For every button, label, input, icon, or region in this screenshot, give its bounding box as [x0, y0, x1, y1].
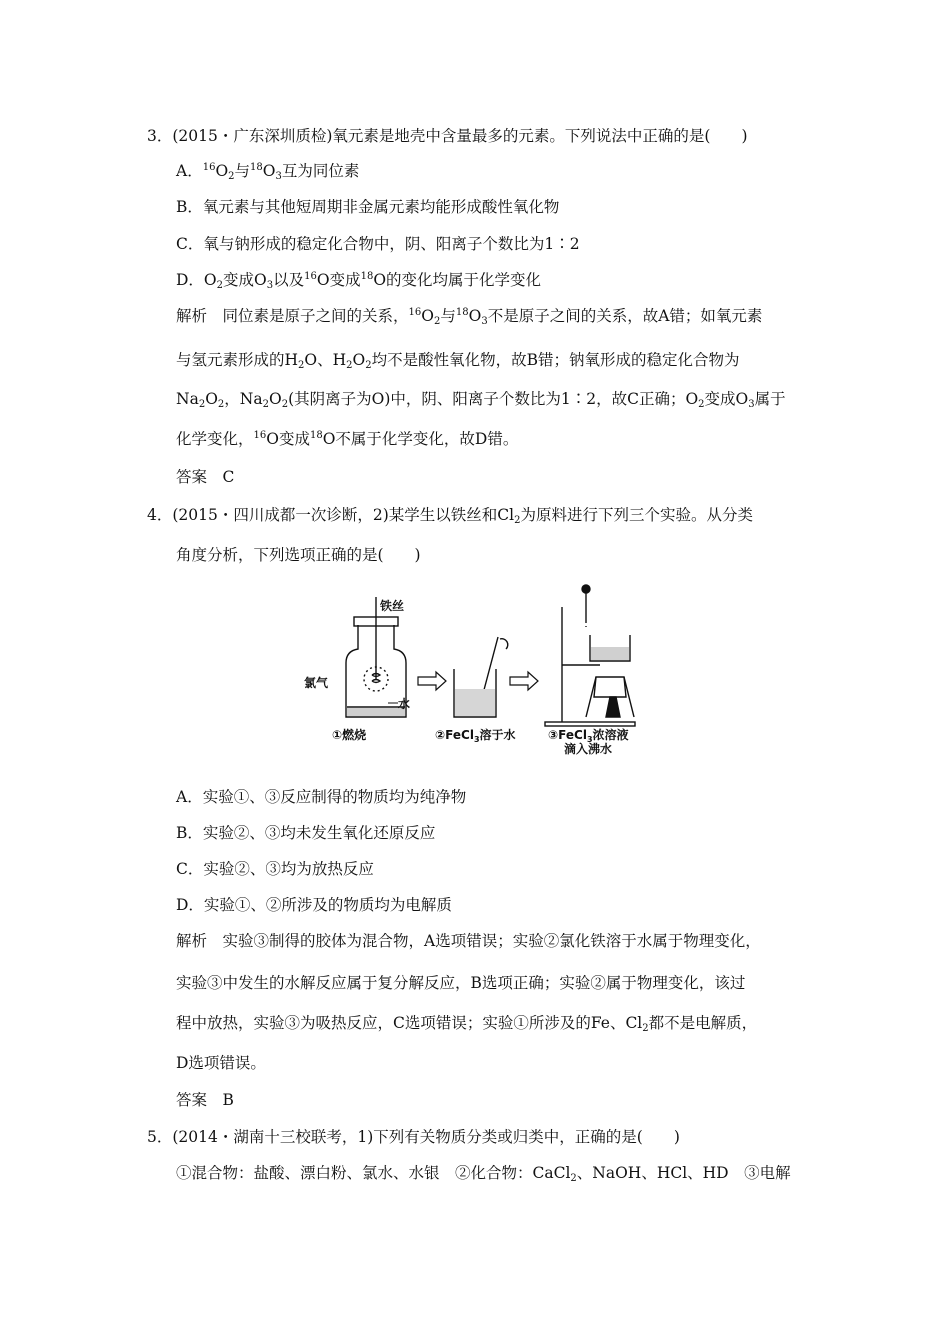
q4-stem-line1: 4．(2015・四川成都一次诊断，2)某学生以铁丝和$Cl_2$为原料进行下列三个实验。从分类	[147, 506, 753, 526]
experiment-figure	[300, 577, 640, 755]
q3-option-b: B．氧元素与其他短周期非金属元素均能形成酸性氧化物	[176, 198, 560, 216]
arrow-right-icon	[418, 672, 446, 690]
q5-stem: 5．(2014・湖南十三校联考，1)下列有关物质分类或归类中，正确的是( )	[147, 1128, 680, 1146]
q4-explanation-line1: 解析 实验③制得的胶体为混合物，A选项错误；实验②氯化铁溶于水属于物理变化，	[176, 932, 761, 950]
q3-option-d: D．$O_2$变成$O_3$以及$^{16}$O变成$^{18}$O的变化均属于化学变化	[176, 271, 542, 291]
q4-explanation-line4: D选项错误。	[176, 1054, 266, 1072]
label-chlorine: 氯气	[304, 676, 329, 690]
q4-option-a: A．实验①、③反应制得的物质均为纯净物	[176, 788, 467, 806]
caption-boiling-line1: ③FeCl$_3$浓溶液	[548, 728, 629, 744]
boiling-water-layer	[591, 647, 629, 660]
caption-dissolve: ②FeCl$_3$溶于水	[435, 728, 516, 744]
caption-boiling-line2: 滴入沸水	[564, 742, 613, 755]
label-iron-wire: 铁丝	[380, 599, 405, 613]
water-layer	[347, 708, 405, 716]
q3-option-a: A．$^{16}O_2$与$^{18}O_3$互为同位素	[176, 162, 360, 182]
q3-answer: 答案 C	[176, 468, 235, 486]
q4-answer: 答案 B	[176, 1091, 234, 1109]
q3-explanation-line2: 与氢元素形成的$H_2O$、$H_2O_2$均不是酸性氧化物，故B错；钠氧形成的稳定化合物为	[176, 351, 740, 371]
caption-combustion: ①燃烧	[332, 728, 367, 742]
q3-option-c: C．氧与钠形成的稳定化合物中，阴、阳离子个数比为1∶2	[176, 235, 580, 253]
q4-option-b: B．实验②、③均未发生氧化还原反应	[176, 824, 436, 842]
solution-layer	[455, 689, 495, 716]
gas-bottle-apparatus	[346, 597, 406, 717]
q3-explanation-line3: $Na_2O_2$，$Na_2O_2$(其阴离子为O)中，阴、阳离子个数比为1∶2，故C正确；$O_2$变成$O_3$属于	[176, 390, 786, 410]
q5-line2: ①混合物：盐酸、漂白粉、氯水、水银 ②化合物：CaCl$_2$、NaOH、HCl、HD ③电解	[176, 1164, 791, 1184]
q4-option-c: C．实验②、③均为放热反应	[176, 860, 374, 878]
q3-explanation-line4: 化学变化，$^{16}$O变成$^{18}$O不属于化学变化，故D错。	[176, 430, 519, 448]
q4-option-d: D．实验①、②所涉及的物质均为电解质	[176, 896, 452, 914]
q4-explanation-line3: 程中放热，实验③为吸热反应，C选项错误；实验①所涉及的Fe、$Cl_2$都不是电解质，	[176, 1014, 758, 1034]
q3-explanation-line1: 解析 同位素是原子之间的关系，$^{16}O_2$与$^{18}O_3$不是原子之间的关系，故A错；如氧元素	[176, 307, 763, 327]
label-water: 水	[398, 697, 411, 711]
q3-stem: 3．(2015・广东深圳质检)氧元素是地壳中含量最多的元素。下列说法中正确的是( )	[147, 127, 748, 145]
arrow-right-icon	[510, 672, 538, 690]
q4-stem-line2: 角度分析，下列选项正确的是( )	[176, 546, 421, 564]
q4-explanation-line2: 实验③中发生的水解反应属于复分解反应，B选项正确；实验②属于物理变化，该过	[176, 974, 746, 992]
